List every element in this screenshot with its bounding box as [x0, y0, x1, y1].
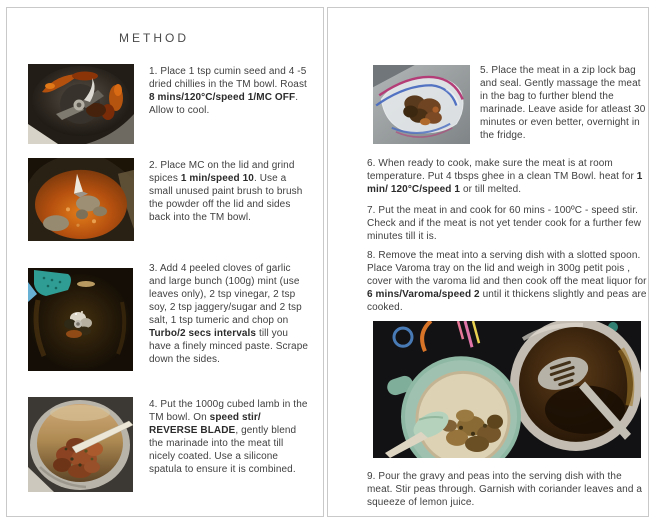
step5-photo: [373, 65, 470, 144]
step7-text: 7. Put the meat in and cook for 60 mins - 100ºC - speed stir. Check and if the meat is not yet tender cook for a further few minutes till it is.: [367, 205, 642, 242]
step4-photo: [28, 397, 133, 492]
step3-photo: [28, 268, 133, 371]
tm-bowl-roasted-chillies-image: [28, 64, 134, 144]
step9-text: 9. Pour the gravy and peas into the serving dish with the meat. Stir peas through. Garnish with coriander leaves and a squeeze of lemon juice.: [367, 471, 643, 508]
step5-text: 5. Place the meat in a zip lock bag and seal. Gently massage the meat in the bag to further blend the marinade. Leave aside for atleast 30 minutes or even better, overnight in the fridge.: [480, 65, 646, 141]
step2-text: 2. Place MC on the lid and grind spices 1 min/speed 10. Use a small unused paint brush to brush the powder off the lid and sides back into the TM bowl.: [149, 160, 303, 223]
tm-bowl-spice-powder-image: [28, 158, 134, 241]
step1-text: 1. Place 1 tsp cumin seed and 4 -5 dried chillies in the TM bowl. Roast 8 mins/120°C/speed 1/MC OFF. Allow to cool.: [149, 66, 307, 116]
ziplock-bag-meat-image: [373, 65, 470, 144]
step6-text: 6. When ready to cook, make sure the meat is at room temperature. Put 4 tbsps ghee in a clean TM Bowl. heat for 1 min/ 120°C/speed 1 or till melted.: [367, 158, 643, 195]
left-page: [6, 7, 324, 517]
step8-text: 8. Remove the meat into a serving dish with a slotted spoon. Place Varoma tray on the lid and weigh in 300g petit pois , cover with the varoma lid and then cook off the meat liquor for 6 mins/Varoma/speed 2 until it thickens slightly and peas are cooked.: [367, 250, 647, 313]
step8-photo: [373, 321, 641, 458]
step1-photo: [28, 64, 134, 144]
serving-bowl-and-gravy-bowl-image: [373, 321, 641, 458]
tm-bowl-minced-paste-image: [28, 268, 133, 371]
step3-text: 3. Add 4 peeled cloves of garlic and large bunch (100g) mint (use leaves only), 2 tsp vinegar, 2 tsp soy, 2 tsp jaggery/sugar and 2 tsp salt, 1 tsp tumeric and chop on Turbo/2 secs intervals till you have a finely minced paste. Scrape down the sides.: [149, 263, 309, 365]
step2-photo: [28, 158, 134, 241]
tm-bowl-marinated-lamb-image: [28, 397, 133, 492]
step4-text: 4. Put the 1000g cubed lamb in the TM bowl. On speed stir/ REVERSE BLADE, gently blend the marinade into the meat till nicely coated. Use a silicone spatula to ensure it is combined.: [149, 399, 308, 475]
right-page: [327, 7, 649, 517]
page-title: METHOD: [119, 31, 189, 45]
